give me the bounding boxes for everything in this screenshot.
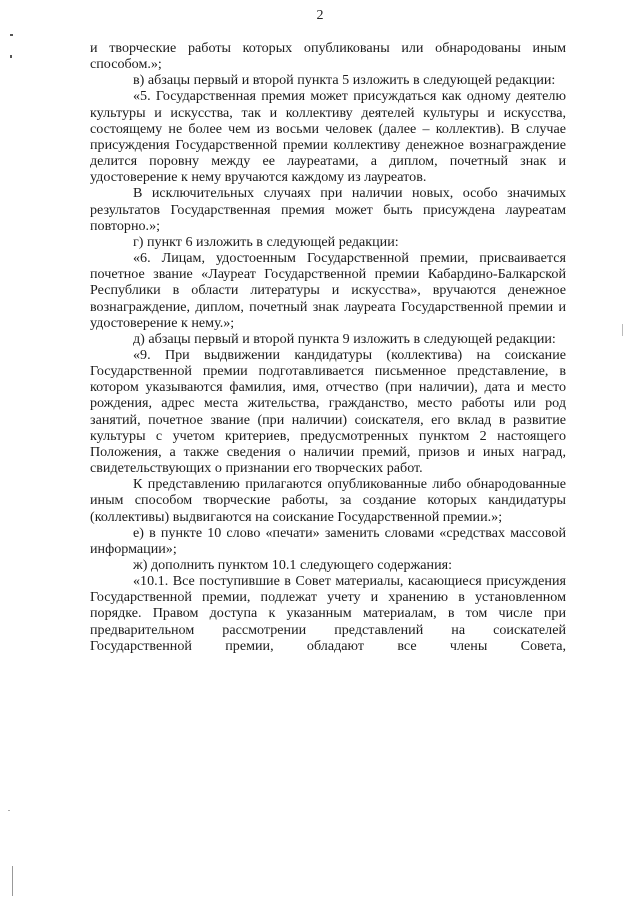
- scan-mark: [10, 55, 12, 58]
- scan-mark: [8, 810, 10, 811]
- document-body: [90, 40, 566, 654]
- paragraph: «5. Государственная премия может присуждаться как одному деятелю культуры и искусства, так и коллективу деятелей культуры и искусства, состоящему не более чем из восьми человек (далее – коллектив). В случае присуждения Государственной премии коллективу денежное вознаграждение делится поровну между ее лауреатами, а диплом, почетный знак и удостоверение к нему вручаются каждому из лауреатов.: [90, 88, 566, 186]
- scan-mark: [10, 34, 13, 36]
- paragraph: ж) дополнить пунктом 10.1 следующего содержания:: [133, 557, 453, 573]
- scan-mark: [12, 866, 13, 896]
- paragraph: е) в пункте 10 слово «печати» заменить словами «средствах массовой информации»;: [90, 524, 566, 557]
- paragraph: «6. Лицам, удостоенным Государственной премии, присваивается почетное звание «Лауреат Государственной премии Кабардино-Балкарской Республики в области литературы и искусства», вручаются денежное вознаграждение, диплом, почетный знак лауреата Государственной премии и удостоверение к нему.»;: [90, 250, 566, 331]
- paragraph: г) пункт 6 изложить в следующей редакции:: [133, 233, 399, 250]
- paragraph: «9. При выдвижении кандидатуры (коллектива) на соискание Государственной премии подготавливается письменное представление, в котором указываются фамилия, имя, отчество (при наличии), дата и место рождения, адрес места жительства, гражданство, место работы или род занятий, почетное звание (при наличии) соискателя, его вклад в развитие культуры с учетом критериев, предусмотренных пунктом 2 настоящего Положения, а также сведения о наличии премий, призов и иных наград, свидетельствующих о признании его творческих работ.: [90, 346, 566, 477]
- paragraph: В исключительных случаях при наличии новых, особо значимых результатов Государственная премия может быть присуждена лауреатам повторно.»;: [90, 185, 566, 234]
- page-number: 2: [316, 8, 324, 23]
- paragraph: д) абзацы первый и второй пункта 9 изложить в следующей редакции:: [133, 330, 556, 347]
- paragraph: в) абзацы первый и второй пункта 5 изложить в следующей редакции:: [133, 72, 556, 89]
- paragraph: «10.1. Все поступившие в Совет материалы, касающиеся присуждения Государственной премии, подлежат учету и хранению в установленном порядке. Правом доступа к указанным материалам, в том числе при предварительном рассмотрении представлений на соискателей Государственной премии, обладают все члены Совета,: [90, 573, 566, 654]
- paragraph: и творческие работы которых опубликованы или обнародованы иным способом.»;: [90, 40, 566, 73]
- scan-mark: [622, 324, 623, 336]
- paragraph: К представлению прилагаются опубликованные либо обнародованные иным способом творческие работы, за создание которых кандидатуры (коллективы) выдвигаются на соискание Государственной премии.»;: [90, 476, 566, 525]
